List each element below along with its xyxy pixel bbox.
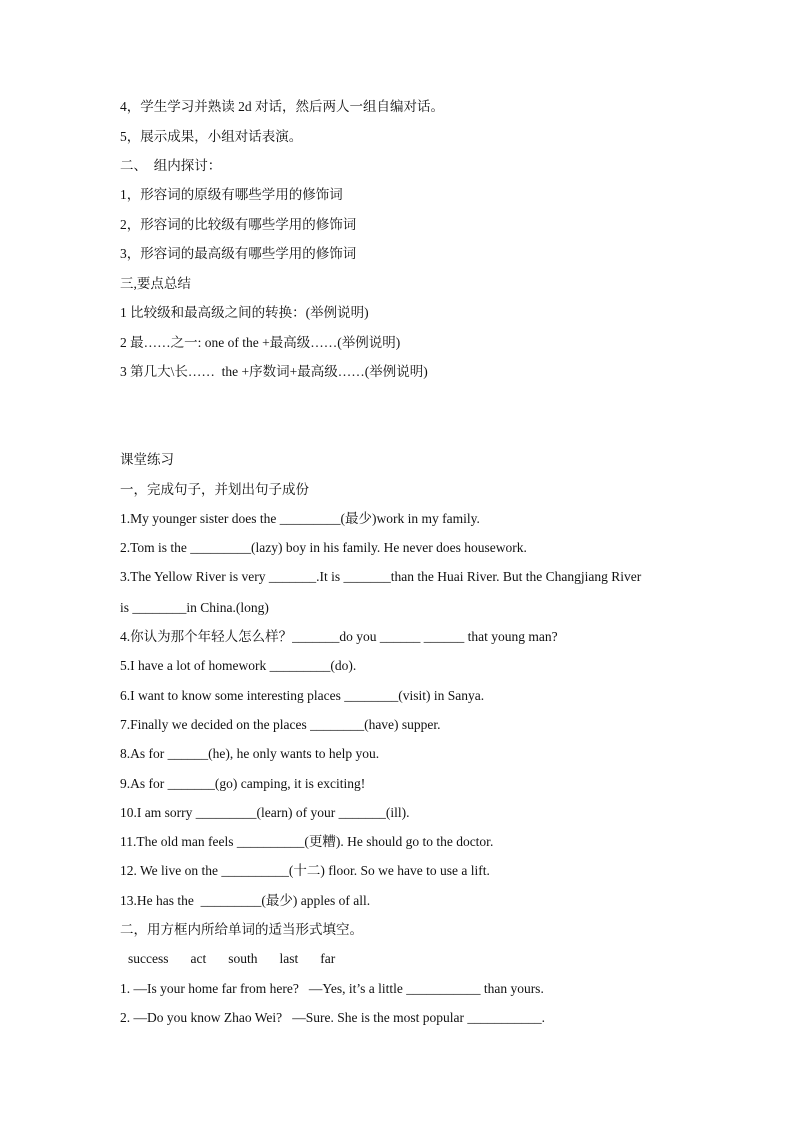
word-bank-item: success	[128, 951, 169, 966]
exercise-title: 课堂练习	[120, 452, 174, 467]
exercise-item: 13.He has the _________(最少) apples of all.	[120, 893, 371, 908]
word-bank-item: south	[228, 951, 258, 966]
exercise-part2-item: 2. —Do you know Zhao Wei? —Sure. She is the most popular ___________.	[120, 1010, 545, 1025]
group-discussion-heading: 二、 组内探讨：	[120, 158, 222, 173]
exercise-item-continuation: is ________in China.(long)	[120, 600, 269, 615]
exercise-item: 12. We live on the __________(十二) floor. So we have to use a lift.	[120, 863, 490, 878]
exercise-item: 8.As for ______(he), he only wants to help you.	[120, 746, 380, 761]
exercise-item: 9.As for _______(go) camping, it is exciting!	[120, 776, 366, 791]
procedure-step-5: 5，展示成果，小组对话表演。	[120, 129, 303, 144]
exercise-item: 2.Tom is the _________(lazy) boy in his family. He never does housework.	[120, 540, 527, 555]
group-discussion-item: 2，形容词的比较级有哪些学用的修饰词	[120, 217, 357, 232]
exercise-item: 1.My younger sister does the _________(最少)work in my family.	[120, 511, 480, 526]
exercise-item: 4.你认为那个年轻人怎么样？_______do you ______ ______ that young man?	[120, 629, 558, 644]
word-bank	[128, 950, 357, 968]
key-point-item: 1 比较级和最高级之间的转换：(举例说明)	[120, 305, 369, 320]
exercise-item: 10.I am sorry _________(learn) of your _______(ill).	[120, 805, 410, 820]
key-point-item: 3 第几大\长…… the +序数词+最高级……(举例说明)	[120, 364, 428, 379]
key-point-item: 2 最……之一: one of the +最高级……(举例说明)	[120, 335, 401, 350]
exercise-item: 7.Finally we decided on the places ________(have) supper.	[120, 717, 441, 732]
exercise-item: 5.I have a lot of homework _________(do).	[120, 658, 357, 673]
exercise-item: 3.The Yellow River is very _______.It is _______than the Huai River. But the Changjiang River	[120, 569, 642, 584]
exercise-part2-heading: 二，用方框内所给单词的适当形式填空。	[120, 922, 363, 937]
word-bank-item: far	[320, 951, 336, 966]
word-bank-item: act	[190, 951, 207, 966]
word-bank-item: last	[279, 951, 299, 966]
exercise-part2-item: 1. —Is your home far from here? —Yes, it’s a little ___________ than yours.	[120, 981, 544, 996]
key-points-heading: 三,要点总结	[120, 276, 191, 291]
procedure-step-4: 4，学生学习并熟读 2d 对话，然后两人一组自编对话。	[120, 99, 444, 114]
group-discussion-item: 1，形容词的原级有哪些学用的修饰词	[120, 187, 343, 202]
exercise-item: 11.The old man feels __________(更糟). He should go to the doctor.	[120, 834, 494, 849]
exercise-part1-heading: 一，完成句子，并划出句子成份	[120, 482, 309, 497]
group-discussion-item: 3，形容词的最高级有哪些学用的修饰词	[120, 246, 357, 261]
exercise-item: 6.I want to know some interesting places ________(visit) in Sanya.	[120, 688, 485, 703]
